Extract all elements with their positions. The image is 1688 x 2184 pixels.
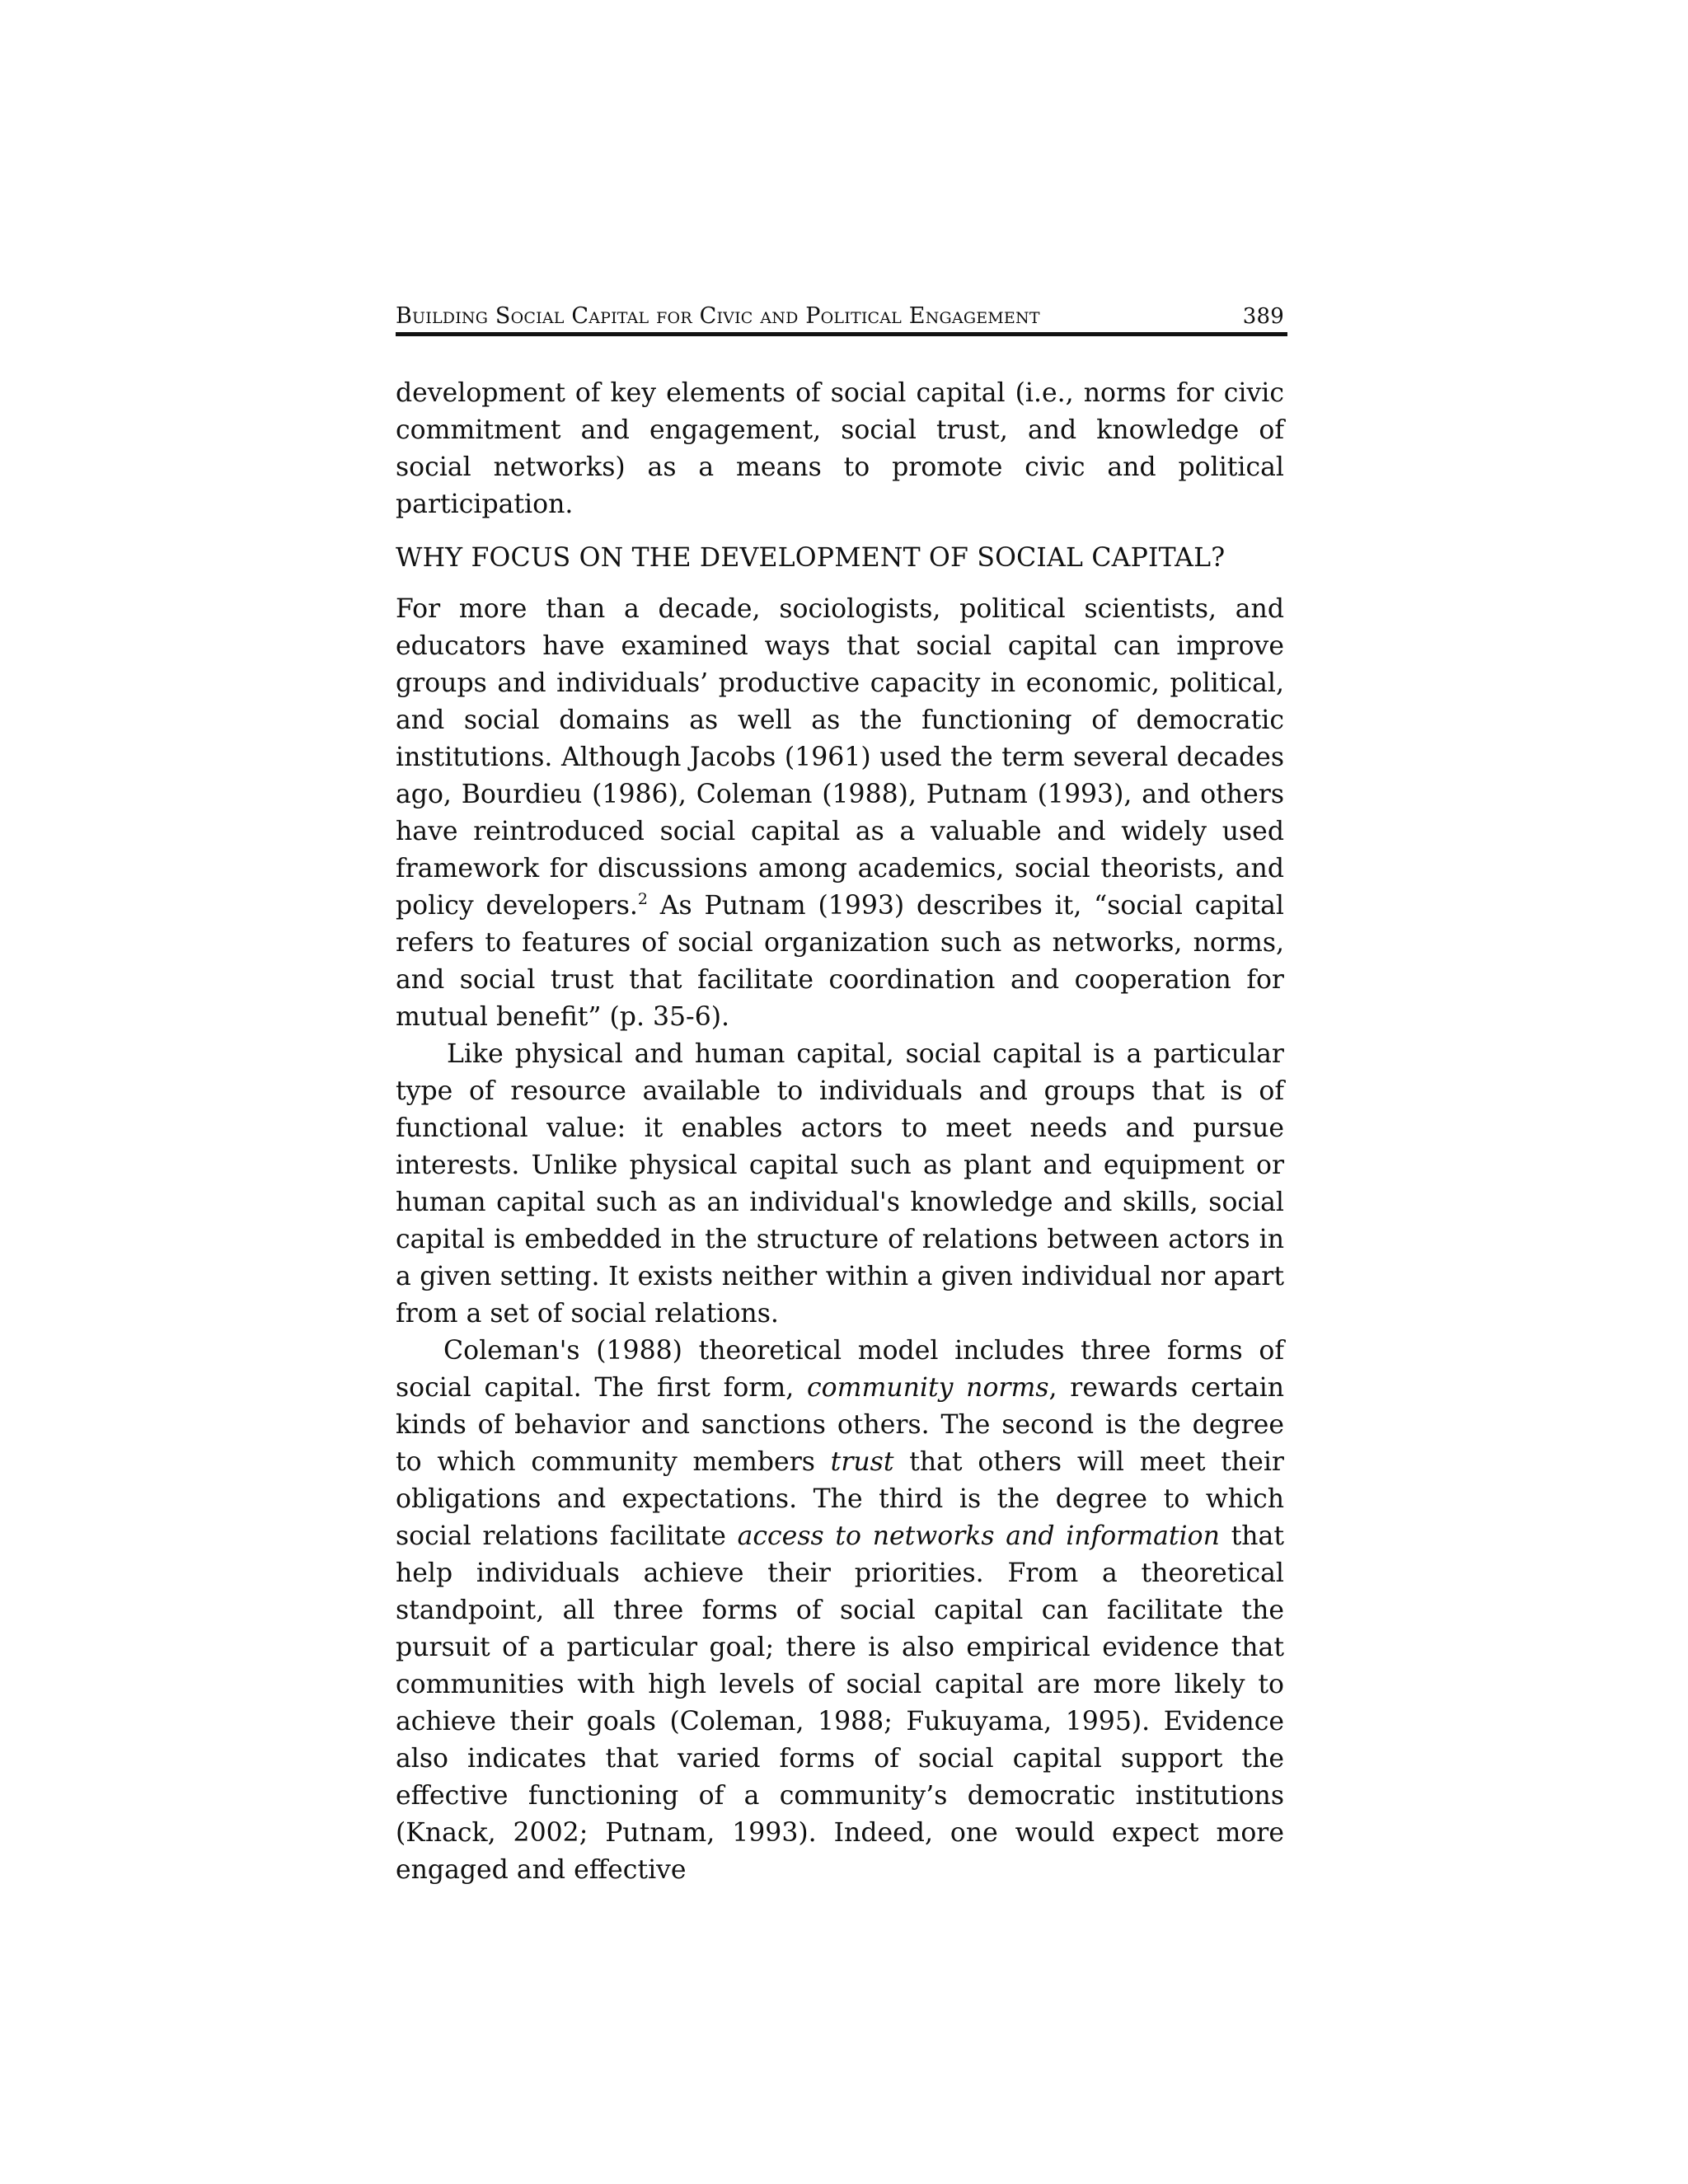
emphasis-trust: trust bbox=[830, 1447, 894, 1477]
paragraph-1-text-b: As Putnam (1993) describes it, “social capital refers to features of social organization such as networks, norms, and social trust that facilitate coordination and cooperation for mutual benefit” (p. 35-6). bbox=[396, 891, 1284, 1032]
paragraph-3-text-b: , rewards certain kinds of behavior and sanctions others. The second is the degree to which community members bbox=[396, 1373, 1284, 1477]
paragraph-intro: development of key elements of social capital (i.e., norms for civic commitment and engagement, social trust, and knowledge of social networks) as a means to promote civic and political participation. bbox=[396, 378, 1284, 519]
emphasis-community-norms: community norms bbox=[806, 1373, 1049, 1403]
paragraph-3-text-a: Coleman's (1988) theoretical model includes three forms of social capital. The first form, bbox=[396, 1336, 1284, 1403]
paragraph-1-text-a: For more than a decade, sociologists, political scientists, and educators have examined ways that social capital can improve groups and individuals’ productive capacity in economic, political, and social domains as well as the functioning of democratic institutions. Although Jacobs (1961) used the term several decades ago, Bourdieu (1986), Coleman (1988), Putnam (1993), and others have reintroduced social capital as a valuable and widely used framework for discussions among academics, social theorists, and policy developers. bbox=[396, 594, 1284, 921]
page-number: 389 bbox=[1242, 304, 1284, 329]
running-header bbox=[396, 301, 1287, 336]
paragraph-3-text-c: that others will meet their obligations and expectations. The third is the degree to which social relations facilitate bbox=[396, 1447, 1284, 1551]
paragraph-2: Like physical and human capital, social capital is a particular type of resource available to individuals and groups that is of functional value: it enables actors to meet needs and pursue interests. Unlike physical capital such as plant and equipment or human capital such as an individual's knowledge and skills, social capital is embedded in the structure of relations between actors in a given setting. It exists neither within a given individual nor apart from a set of social relations. bbox=[396, 1039, 1284, 1329]
emphasis-access-to-networks: access to networks and information bbox=[737, 1521, 1220, 1551]
footnote-marker: 2 bbox=[637, 890, 648, 908]
body-text bbox=[396, 375, 1284, 1889]
running-title: Building Social Capital for Civic and Political Engagement bbox=[396, 303, 1040, 329]
paragraph-1 bbox=[396, 591, 1284, 1036]
paragraph-3-text-d: that help individuals achieve their priorities. From a theoretical standpoint, all three forms of social capital can facilitate the pursuit of a particular goal; there is also empirical evidence that communities with high levels of social capital are more likely to achieve their goals (Coleman, 1988; Fukuyama, 1995). Evidence also indicates that varied forms of social capital support the effective functioning of a community’s democratic institutions (Knack, 2002; Putnam, 1993). Indeed, one would expect more engaged and effective bbox=[396, 1521, 1284, 1885]
section-heading: WHY FOCUS ON THE DEVELOPMENT OF SOCIAL CAPITAL? bbox=[396, 543, 1226, 573]
paragraph-3 bbox=[396, 1333, 1284, 1889]
